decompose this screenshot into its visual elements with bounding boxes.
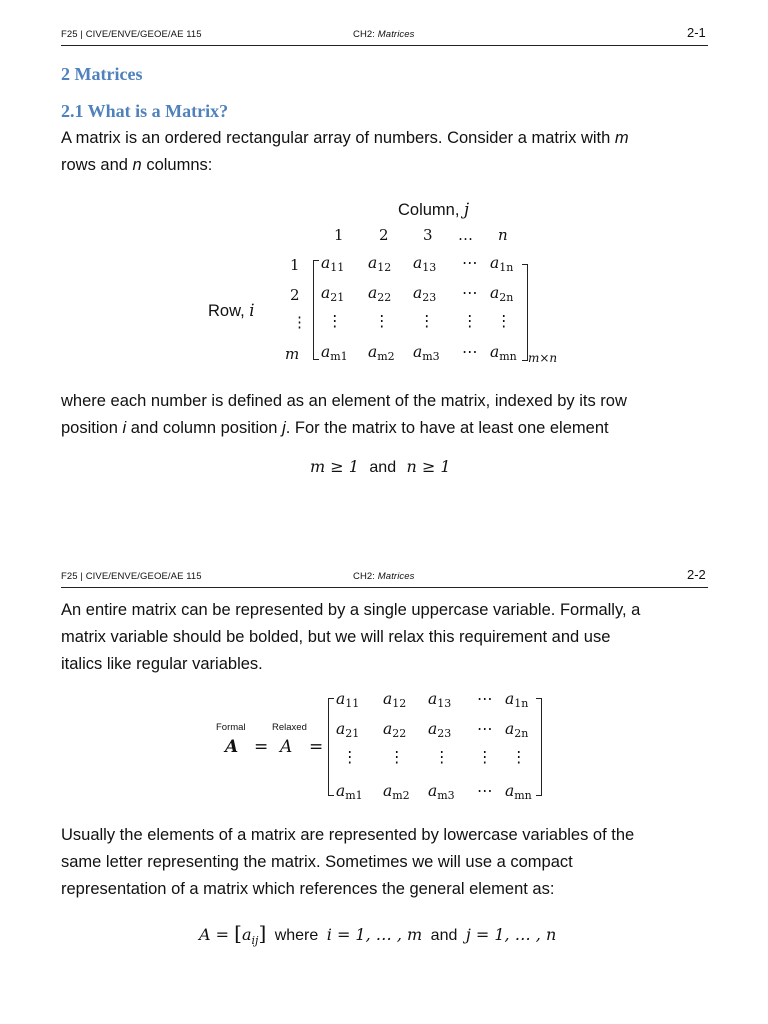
equals-2: =	[309, 737, 324, 757]
size-label: m×n	[528, 351, 558, 365]
header-chapter-prefix: CH2:	[353, 29, 378, 40]
matrix-element: ⋯	[462, 284, 478, 302]
matrix-element: ⋯	[462, 254, 478, 272]
intro-var-n: n	[132, 156, 142, 174]
p2-para1-line-2: matrix variable should be bolded, but we will relax this requirement and use	[61, 628, 611, 646]
p2-para2-line-2: same letter representing the matrix. Sometimes we will use a compact	[61, 853, 573, 871]
intro-text-a: A matrix is an ordered rectangular array of numbers. Consider a matrix with	[61, 129, 615, 147]
intro-line-2	[61, 152, 212, 179]
compact-lhs: A =	[199, 925, 235, 944]
right-bracket-2	[536, 698, 542, 796]
equals-1: =	[254, 737, 269, 757]
condition-and: and	[369, 459, 397, 476]
matrix-element: $a_{22}$	[368, 284, 392, 304]
matrix-element: $a_{23}$	[428, 720, 452, 740]
column-index: 2	[379, 226, 389, 244]
matrix-element: $a_{23}$	[413, 284, 437, 304]
matrix-element: ⋯	[477, 720, 493, 738]
column-label-text: Column,	[398, 201, 465, 219]
para2-var-i: i	[122, 419, 127, 437]
matrix-element: $a_{1n}$	[490, 254, 514, 274]
matrix-element: $a_{m3}$	[428, 782, 455, 802]
intro-var-m: m	[614, 129, 629, 147]
matrix-element: ⋮	[511, 748, 527, 766]
compact-lbracket: [	[234, 921, 242, 945]
compact-and: and	[430, 927, 458, 944]
matrix-element: ⋯	[477, 782, 493, 800]
compact-element: a	[241, 925, 252, 944]
intro-text-c: columns:	[141, 156, 213, 174]
para2-text-b: and column position	[126, 419, 283, 437]
row-index: 2	[290, 286, 300, 304]
matrix-element: ⋮	[462, 312, 478, 330]
para2-line-1: where each number is defined as an element of the matrix, indexed by its row	[61, 392, 627, 410]
intro-text-b: rows and	[61, 156, 133, 174]
matrix-element: ⋮	[419, 312, 435, 330]
condition-equation	[310, 457, 451, 477]
matrix-element: $a_{11}$	[321, 254, 345, 274]
condition-left: m ≥ 1	[310, 457, 359, 476]
row-var: i	[249, 301, 255, 320]
para2-text-c: . For the matrix to have at least one element	[285, 419, 609, 437]
para2-var-j: j	[282, 419, 286, 437]
matrix-element: $a_{21}$	[321, 284, 345, 304]
header-page-number-2: 2-2	[687, 567, 706, 582]
right-bracket	[522, 264, 528, 361]
column-label	[398, 196, 469, 224]
para2-text-a: position	[61, 419, 123, 437]
matrix-element: $a_{mn}$	[490, 343, 517, 363]
matrix-element: $a_{m1}$	[321, 343, 348, 363]
header-chapter	[353, 29, 415, 40]
column-index: 1	[334, 226, 344, 244]
compact-j-range: j = 1, … , n	[465, 925, 557, 944]
matrix-element: $a_{12}$	[368, 254, 392, 274]
header-chapter-2	[353, 571, 415, 582]
header-page-number: 2-1	[687, 25, 706, 40]
matrix-element: $a_{2n}$	[505, 720, 529, 740]
matrix-element: ⋮	[327, 312, 343, 330]
matrix-element: ⋮	[389, 748, 405, 766]
matrix-element: $a_{m2}$	[368, 343, 395, 363]
formal-var: A	[225, 737, 239, 757]
p2-para2-line-3: representation of a matrix which references the general element as:	[61, 880, 555, 898]
row-index: m	[285, 345, 300, 363]
header-rule-2	[61, 587, 708, 588]
matrix-element: $a_{13}$	[413, 254, 437, 274]
left-bracket-2	[328, 698, 334, 796]
p2-para1-line-1: An entire matrix can be represented by a single uppercase variable. Formally, a	[61, 601, 641, 619]
intro-line-1	[61, 125, 629, 152]
column-index: …	[458, 226, 473, 244]
compact-element-sub: ij	[251, 934, 259, 948]
matrix-element: ⋮	[434, 748, 450, 766]
matrix-element: $a_{m3}$	[413, 343, 440, 363]
compact-where: where	[274, 927, 319, 944]
compact-equation	[199, 921, 556, 947]
matrix-element: $a_{12}$	[383, 690, 407, 710]
header-rule	[61, 45, 708, 46]
compact-rbracket: ]	[258, 921, 267, 945]
matrix-element: ⋯	[477, 690, 493, 708]
relaxed-label: Relaxed	[272, 722, 307, 733]
header-chapter-title: Matrices	[377, 29, 415, 40]
matrix-element: ⋮	[477, 748, 493, 766]
matrix-element: $a_{m1}$	[336, 782, 363, 802]
matrix-element: $a_{13}$	[428, 690, 452, 710]
p2-para1-line-3: italics like regular variables.	[61, 655, 263, 673]
header-course-2: F25 | CIVE/ENVE/GEOE/AE 115	[61, 571, 202, 582]
relaxed-var: A	[280, 737, 293, 757]
matrix-element: ⋮	[496, 312, 512, 330]
row-index: 1	[290, 256, 300, 274]
condition-right: n ≥ 1	[406, 457, 451, 476]
header-chapter-title-2: Matrices	[377, 571, 415, 582]
row-label-text: Row,	[208, 302, 250, 320]
header-chapter-prefix-2: CH2:	[353, 571, 378, 582]
matrix-element: ⋮	[342, 748, 358, 766]
column-index: 3	[423, 226, 433, 244]
left-bracket	[313, 260, 319, 360]
matrix-element: $a_{mn}$	[505, 782, 532, 802]
header-course: F25 | CIVE/ENVE/GEOE/AE 115	[61, 29, 202, 40]
matrix-element: $a_{1n}$	[505, 690, 529, 710]
formal-label: Formal	[216, 722, 246, 733]
para2-line-2	[61, 415, 609, 442]
matrix-element: ⋯	[462, 343, 478, 361]
matrix-element: $a_{2n}$	[490, 284, 514, 304]
matrix-element: $a_{11}$	[336, 690, 360, 710]
matrix-element: $a_{21}$	[336, 720, 360, 740]
matrix-element: $a_{22}$	[383, 720, 407, 740]
heading-section: 2 Matrices	[61, 64, 143, 84]
matrix-element: $a_{m2}$	[383, 782, 410, 802]
p2-para2-line-1: Usually the elements of a matrix are represented by lowercase variables of the	[61, 826, 635, 844]
heading-subsection: 2.1 What is a Matrix?	[61, 101, 229, 121]
row-label	[208, 297, 255, 325]
row-index: ⋮	[292, 313, 307, 331]
compact-i-range: i = 1, … , m	[326, 925, 423, 944]
matrix-element: ⋮	[374, 312, 390, 330]
column-index: n	[498, 226, 508, 244]
column-var: j	[464, 200, 470, 219]
